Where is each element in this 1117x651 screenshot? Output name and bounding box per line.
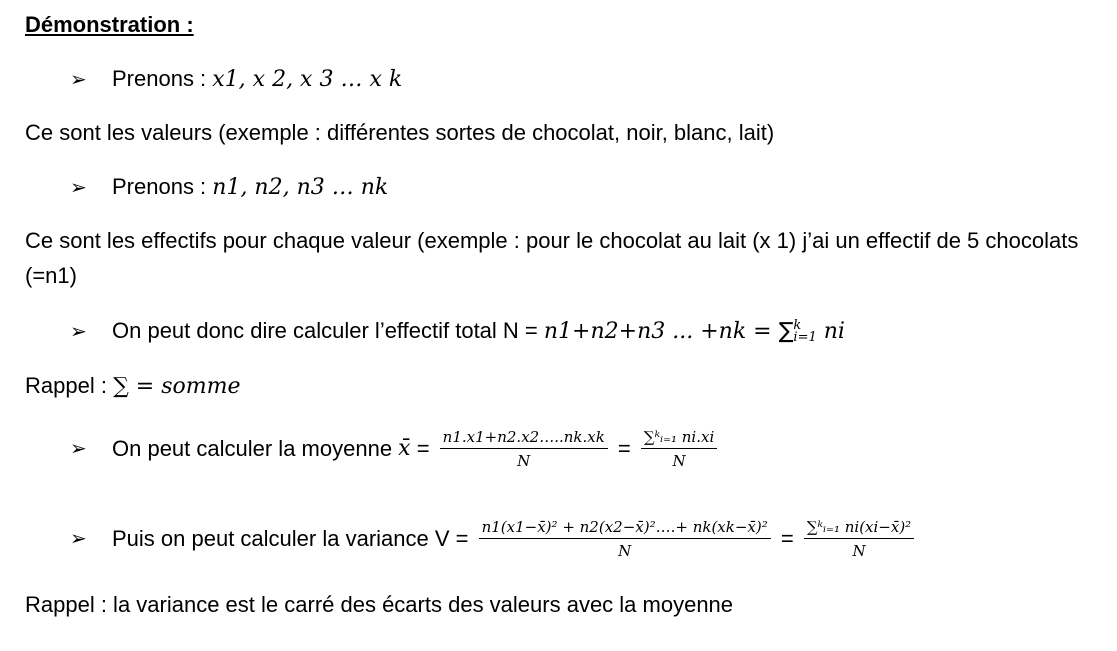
- fraction-numerator: ∑ᵏᵢ₌₁ ni(xi−x̄)²: [804, 518, 914, 539]
- fraction-numerator: n1(x1−x̄)² + n2(x2−x̄)²….+ nk(xk−x̄)²: [479, 518, 771, 539]
- fraction-denominator: N: [852, 542, 866, 560]
- paragraph-values: Ce sont les valeurs (exemple : différentes sortes de chocolat, noir, blanc, lait): [25, 120, 775, 145]
- equals-sign: =: [410, 436, 436, 461]
- variance-fraction-sum: [804, 518, 914, 560]
- bullet-values: [70, 66, 402, 93]
- mean-fraction-sum: [641, 428, 717, 470]
- fraction-numerator: n1.x1+n2.x2…..nk.xk: [440, 428, 608, 449]
- bullet-mean-label: On peut calculer la moyenne: [112, 436, 399, 461]
- arrowhead-bullet-icon: ➢: [70, 69, 87, 91]
- arrowhead-bullet-icon: ➢: [70, 528, 87, 550]
- bullet-values-label: Prenons :: [112, 66, 213, 91]
- sum-upper-limit: k: [793, 318, 802, 334]
- reminder-sum-label: Rappel :: [25, 373, 114, 398]
- fraction-denominator: N: [672, 452, 686, 470]
- equals-sign: =: [774, 526, 800, 551]
- reminder-variance: Rappel : la variance est le carré des écarts des valeurs avec la moyenne: [25, 592, 734, 617]
- mean-symbol: x̄: [398, 436, 411, 461]
- paragraph-counts: Ce sont les effectifs pour chaque valeur (exemple : pour le chocolat au lait (x 1) j’ai un effectif de 5 chocolats (=n1): [25, 228, 1079, 288]
- bullet-values-math: x1, x 2, x 3 … x k: [212, 67, 403, 92]
- mean-fraction-expanded: [440, 428, 608, 470]
- bullet-mean: [70, 428, 721, 478]
- arrowhead-bullet-icon: ➢: [70, 177, 87, 199]
- fraction-numerator: ∑ᵏᵢ₌₁ ni.xi: [641, 428, 717, 449]
- arrowhead-bullet-icon: ➢: [70, 321, 87, 343]
- bullet-total-label: On peut donc dire calculer l’effectif total N =: [112, 318, 544, 343]
- bullet-total-math: n1+n2+n3 ... +nk =: [543, 319, 779, 344]
- equals-sign: =: [611, 436, 637, 461]
- arrowhead-bullet-icon: ➢: [70, 438, 87, 460]
- bullet-counts-label: Prenons :: [112, 174, 213, 199]
- bullet-total: [70, 318, 845, 345]
- fraction-denominator: N: [517, 452, 531, 470]
- reminder-sum: [25, 373, 240, 400]
- sum-term: ni: [816, 319, 845, 344]
- bullet-counts: [70, 174, 388, 201]
- variance-fraction-expanded: [479, 518, 771, 560]
- fraction-denominator: N: [618, 542, 632, 560]
- sum-limits: [793, 320, 816, 344]
- bullet-counts-math: n1, n2, n3 … nk: [212, 175, 389, 200]
- reminder-sum-math: ∑ = somme: [113, 374, 241, 399]
- bullet-variance-label: Puis on peut calculer la variance V =: [112, 526, 475, 551]
- bullet-variance: [70, 518, 918, 568]
- page-title: Démonstration :: [25, 12, 194, 37]
- sum-symbol: ∑: [778, 319, 794, 344]
- sum-lower-limit: i=1: [793, 330, 817, 346]
